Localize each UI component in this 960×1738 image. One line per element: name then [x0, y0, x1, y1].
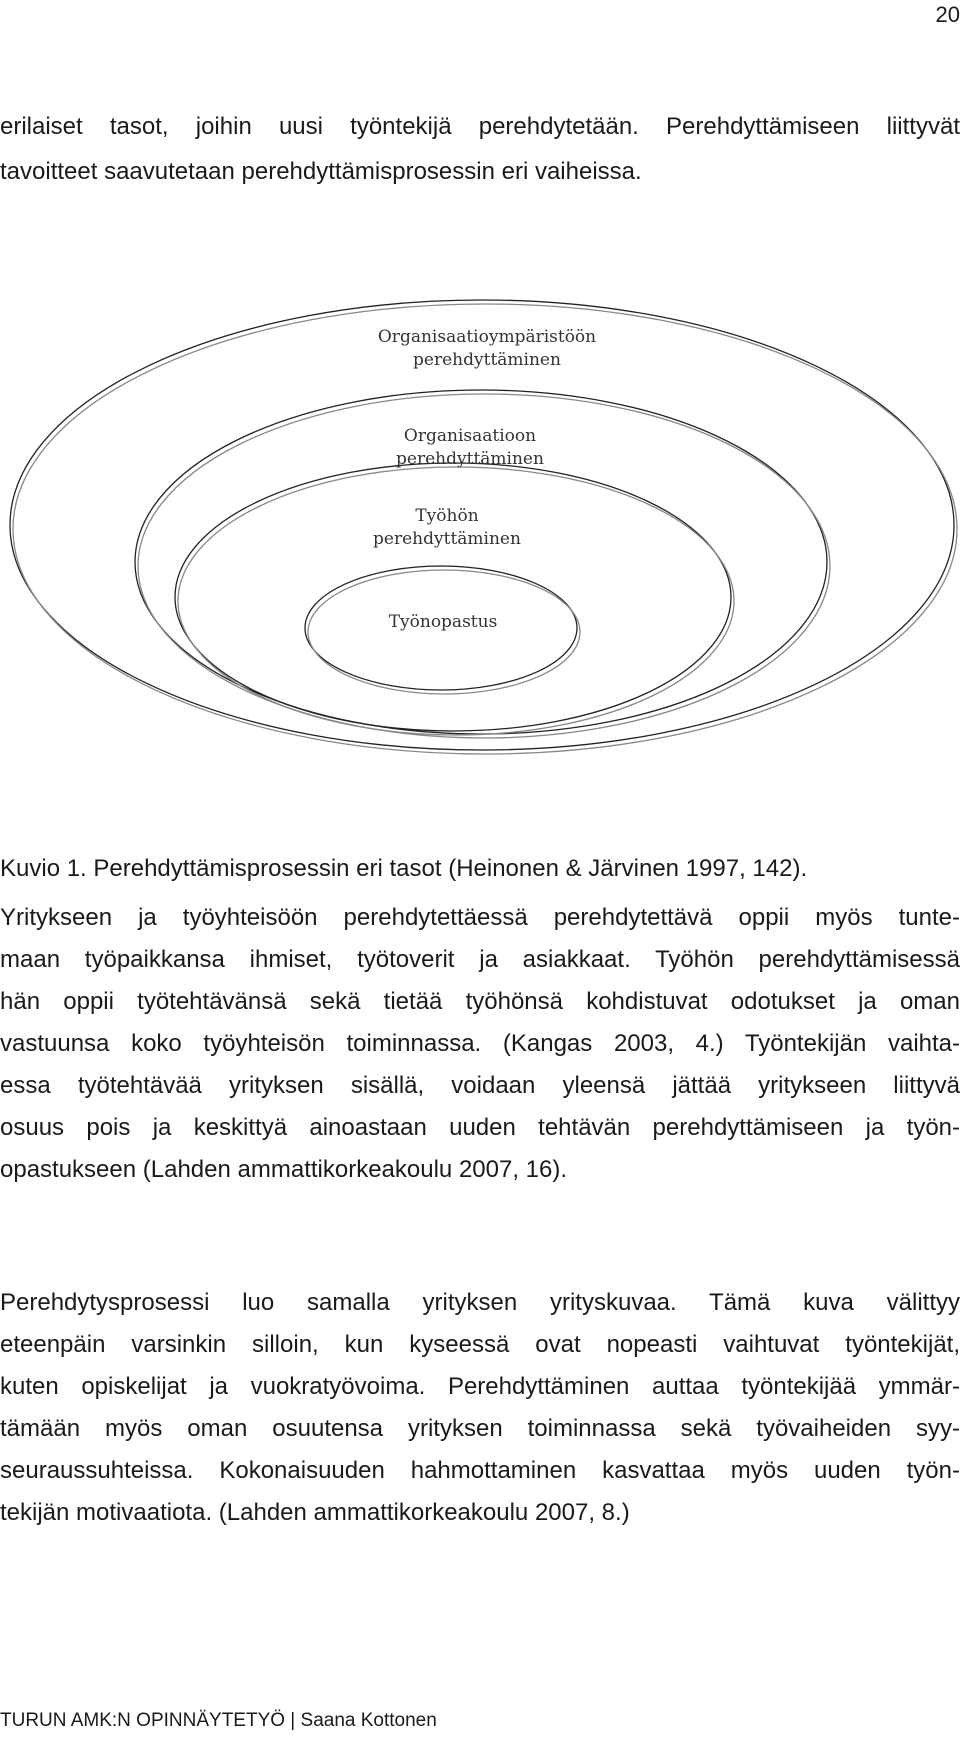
text-line: opastukseen (Lahden ammattikorkeakoulu 2007, 16). [0, 1156, 568, 1183]
organization-level-label-line1: Organisaatioon [403, 426, 537, 446]
text-line: tämään myös oman osuutensa yrityksen toiminnassa sekä työvaiheiden syy- [0, 1415, 960, 1442]
instruction-level-label: Työnopastus [388, 612, 498, 632]
text-line: tavoitteet saavutetaan perehdyttämisprosessin eri vaiheissa. [0, 158, 642, 185]
work-level-label-line2: perehdyttäminen [373, 529, 521, 549]
text-line: hän oppii työtehtävänsä sekä tietää työhönsä kohdistuvat odotukset ja oman [0, 988, 960, 1015]
instruction-ellipse-shadow [308, 570, 580, 694]
text-line: maan työpaikkansa ihmiset, työtoverit ja asiakkaat. Työhön perehdyttämisessä [0, 946, 960, 973]
text-line: seuraussuhteissa. Kokonaisuuden hahmottaminen kasvattaa myös uuden työn- [0, 1457, 960, 1484]
figure-caption: Kuvio 1. Perehdyttämisprosessin eri tasot (Heinonen & Järvinen 1997, 142). [0, 855, 808, 882]
text-line: eteenpäin varsinkin silloin, kun kyseessä ovat nopeasti vaihtuvat työntekijät, [0, 1331, 960, 1358]
text-line: vastuunsa koko työyhteisön toiminnassa. (Kangas 2003, 4.) Työntekijän vaihta- [0, 1030, 960, 1057]
text-line: erilaiset tasot, joihin uusi työntekijä perehdytetään. Perehdyttämiseen liittyvät [0, 113, 960, 140]
text-line: Yritykseen ja työyhteisöön perehdytettäessä perehdytettävä oppii myös tunte- [0, 904, 960, 931]
text-line: tekijän motivaatiota. (Lahden ammattikorkeakoulu 2007, 8.) [0, 1499, 630, 1526]
outer-level-label-line1: Organisaatioympäristöön [377, 327, 597, 347]
intro-paragraph [0, 104, 960, 194]
text-line: kuten opiskelijat ja vuokratyövoima. Perehdyttäminen auttaa työntekijää ymmär- [0, 1373, 960, 1400]
organization-level-label-line2: perehdyttäminen [396, 449, 544, 469]
text-line: essa työtehtävää yrityksen sisällä, voidaan yleensä jättää yritykseen liittyvä [0, 1072, 960, 1099]
body-paragraph-2 [0, 1282, 960, 1534]
text-line: Perehdytysprosessi luo samalla yrityksen yrityskuvaa. Tämä kuva välittyy [0, 1289, 960, 1316]
text-line: osuus pois ja keskittyä ainoastaan uuden tehtävän perehdyttämiseen ja työn- [0, 1114, 960, 1141]
work-level-label-line1: Työhön [415, 506, 479, 526]
nested-levels-diagram [0, 290, 960, 760]
body-paragraph-1 [0, 897, 960, 1191]
outer-level-label-line2: perehdyttäminen [413, 350, 561, 370]
page-footer: TURUN AMK:N OPINNÄYTETYÖ | Saana Kottonen [0, 1710, 437, 1731]
page-number: 20 [935, 2, 960, 27]
